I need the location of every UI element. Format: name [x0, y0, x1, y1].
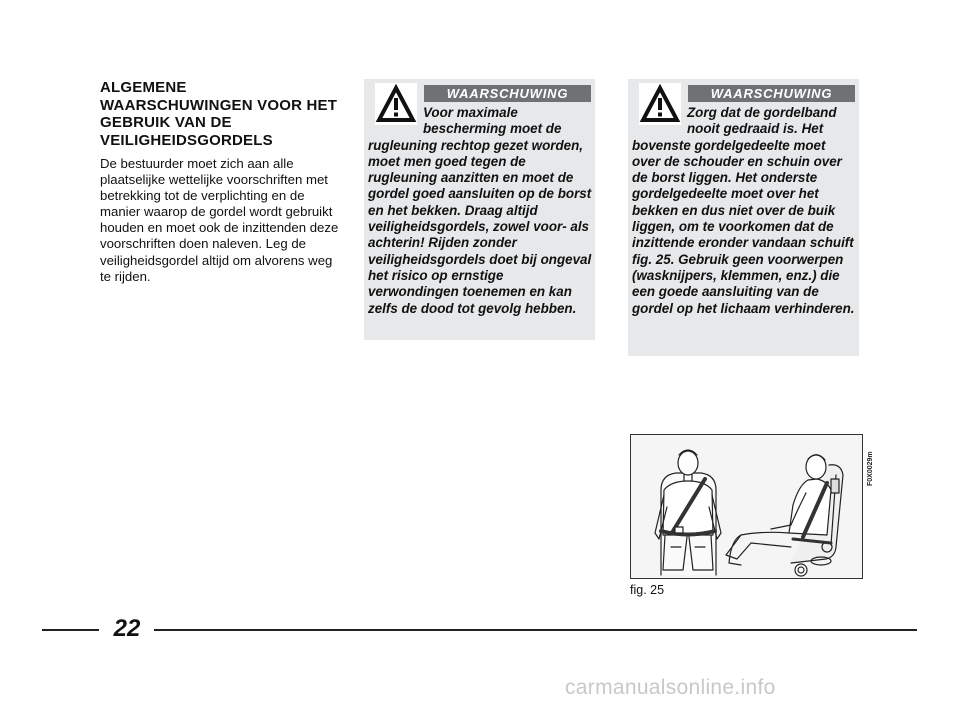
warning-label: WAARSCHUWING: [424, 85, 591, 102]
icon-spacer: [632, 105, 687, 135]
section-body: De bestuurder moet zich aan alle plaatselijke wettelijke voorschriften met betrekking tot de verplichting en de manier waarop de gordel wordt gebruikt houden en moet ook de inzittenden deze voorschriften doen naleven. Leg de veiligheidsgordel altijd om alvorens weg te rijden.: [100, 156, 339, 284]
seatbelt-drawing: [631, 435, 861, 577]
warning-text-wrapper: [632, 105, 856, 317]
section-heading: ALGEMENE WAARSCHUWINGEN VOOR HET GEBRUIK VAN DE VEILIGHEIDSGORDELS: [100, 79, 338, 149]
warning-box-seat-back: [364, 79, 595, 340]
warning-text: Zorg dat de gordelband nooit gedraaid is. Het bovenste gordelgedeelte moet over de schouder en schuin over de borst liggen. Het onderste gordelgedeelte moet over het bekken en dus niet over de buik liggen, om te voorkomen dat de inzittende eronder vandaan schuift fig. 25. Gebruik geen voorwerpen (wasknijpers, klemmen, enz.) die een goede aansluiting van de gordel op het lichaam verhinderen.: [632, 105, 855, 316]
warning-label: WAARSCHUWING: [688, 85, 855, 102]
warning-box-belt-position: [628, 79, 859, 356]
warning-text: Voor maximale bescherming moet de rugleuning rechtop gezet worden, moet men goed tegen de rugleuning aanzitten en moet de gordel goed aansluiten op de borst en het bekken. Draag altijd veiligheidsgordels, zowel voor- als achterin! Rijden zonder veiligheidsgordels doet bij ongeval het risico op ernstige verwondingen toenemen en kan zelfs de dood tot gevolg hebben.: [368, 105, 592, 316]
figure-caption: fig. 25: [630, 583, 665, 597]
figure-code: F0X0029m: [867, 451, 874, 486]
watermark: carmanualsonline.info: [565, 676, 776, 699]
page-number: 22: [113, 615, 141, 642]
footer-rule-left: [42, 629, 99, 631]
warning-text-wrapper: [368, 105, 592, 317]
seatbelt-illustration: [630, 434, 863, 579]
icon-spacer: [368, 105, 423, 135]
footer-rule-right: [154, 629, 917, 631]
